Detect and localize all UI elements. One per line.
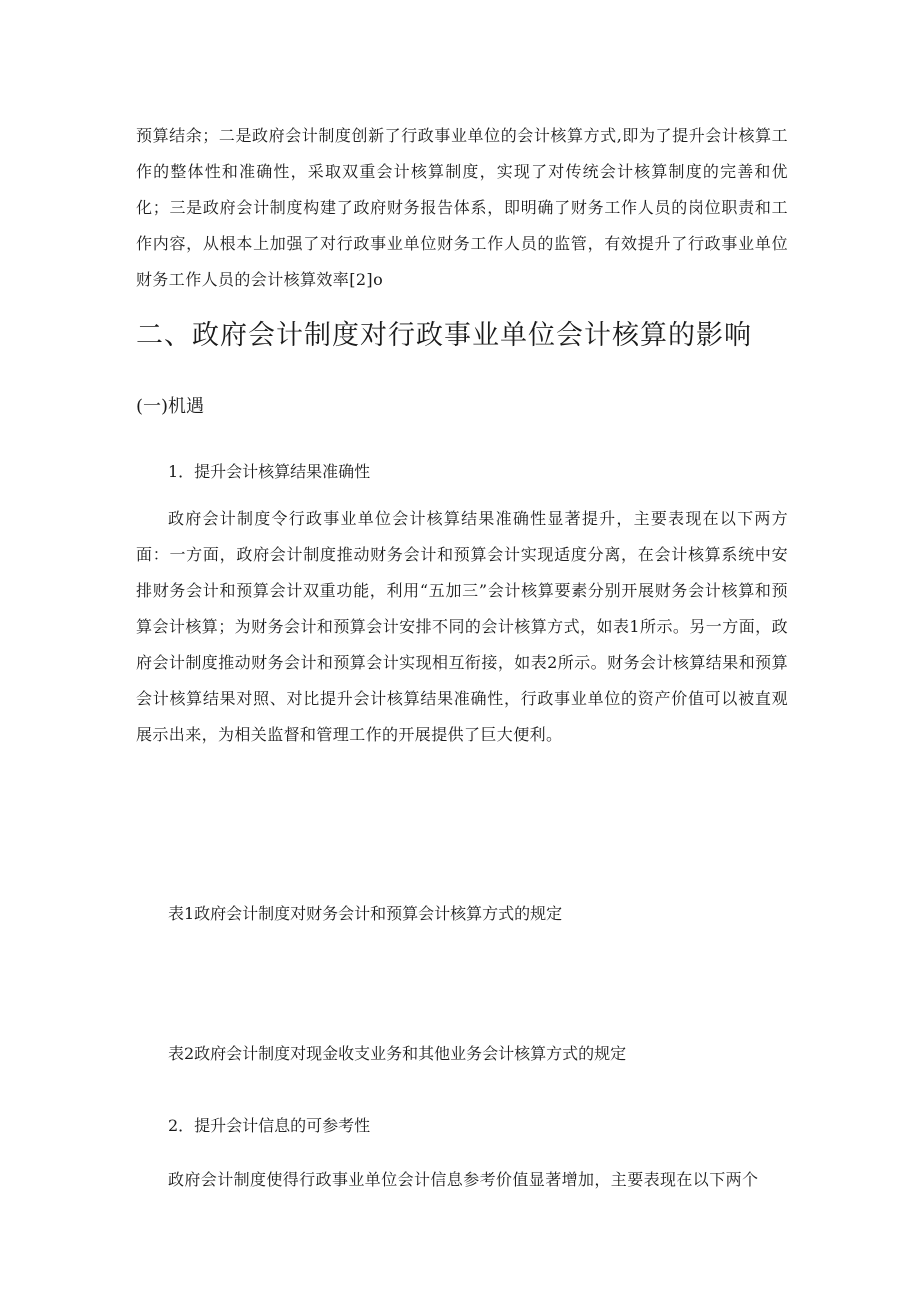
paragraph-reference-value: 政府会计制度使得行政事业单位会计信息参考价值显著增加，主要表现在以下两个	[168, 1170, 759, 1189]
item-heading-2: 2．提升会计信息的可参考性	[168, 1116, 371, 1135]
item-heading-1: 1．提升会计核算结果准确性	[168, 462, 371, 481]
paragraph-intro: 预算结余；二是政府会计制度创新了行政事业单位的会计核算方式,即为了提升会计核算工作的整体性和准确性，采取双重会计核算制度，实现了对传统会计核算制度的完善和优化；三是政府会计制度构建了政府财务报告体系，即明确了财务工作人员的岗位职责和工作内容，从根本上加强了对行政事业单位财务工作人员的监管，有效提升了行政事业单位财务工作人员的会计核算效率[2]o	[136, 126, 788, 289]
table-1-caption: 表1政府会计制度对财务会计和预算会计核算方式的规定	[168, 904, 563, 923]
section-heading: 二、政府会计制度对行政事业单位会计核算的影响	[136, 320, 752, 351]
table-2-caption: 表2政府会计制度对现金收支业务和其他业务会计核算方式的规定	[168, 1044, 627, 1063]
paragraph-accuracy: 政府会计制度令行政事业单位会计核算结果准确性显著提升，主要表现在以下两方面：一方面，政府会计制度推动财务会计和预算会计实现适度分离，在会计核算系统中安排财务会计和预算会计双重功能，利用“五加三”会计核算要素分别开展财务会计核算和预算会计核算；为财务会计和预算会计安排不同的会计核算方式，如表1所示。另一方面，政府会计制度推动财务会计和预算会计实现相互衔接，如表2所示。财务会计核算结果和预算会计核算结果对照、对比提升会计核算结果准确性，行政事业单位的资产价值可以被直观展示出来，为相关监督和管理工作的开展提供了巨大便利。	[136, 509, 788, 744]
subsection-heading: (一)机遇	[136, 396, 205, 417]
